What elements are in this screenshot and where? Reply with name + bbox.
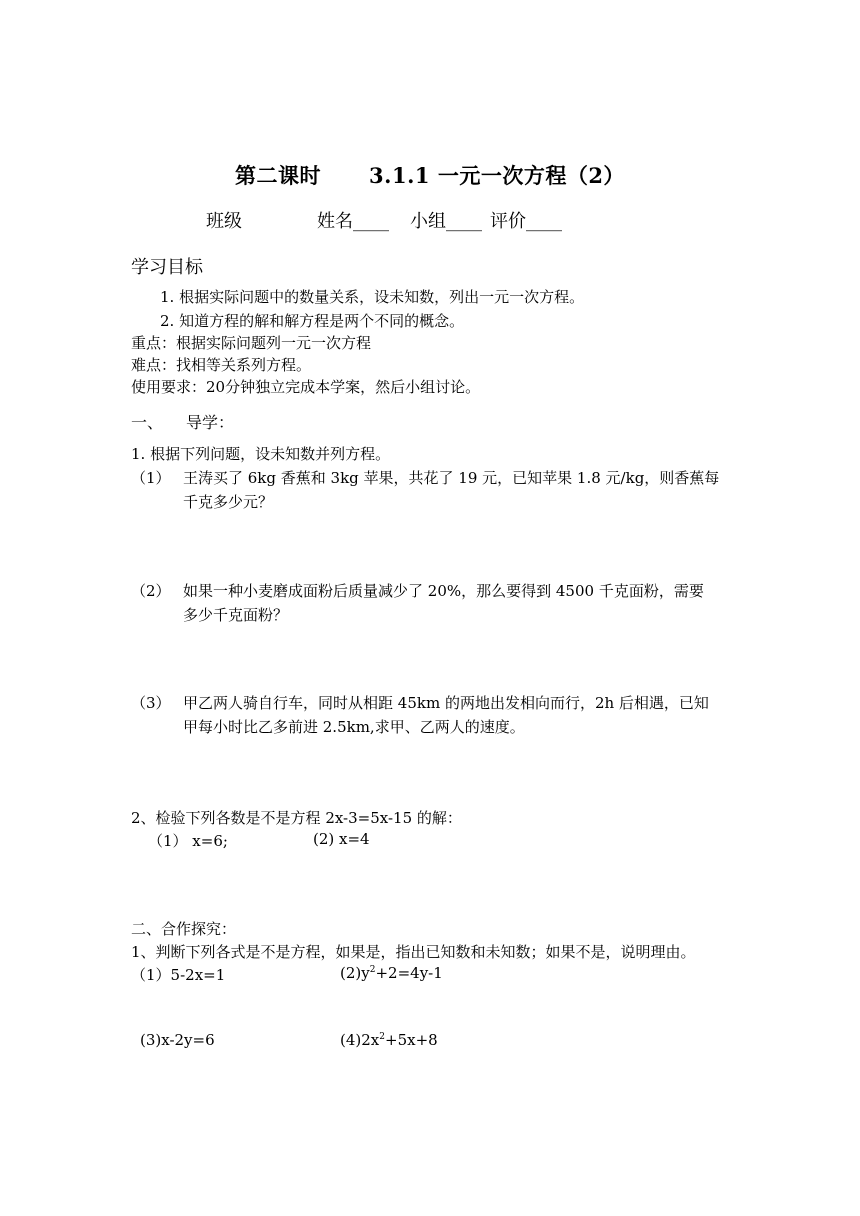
q1-1-number: （1） — [131, 469, 171, 487]
page-title — [0, 160, 860, 190]
usage-requirement: 使用要求：20分钟独立完成本学案，然后小组讨论。 — [131, 378, 481, 396]
objective-item-1: 1. 根据实际问题中的数量关系，设未知数，列出一元一次方程。 — [160, 288, 585, 306]
q2-intro: 2、检验下列各数是不是方程 2x-3=5x-15 的解： — [131, 809, 462, 827]
key-point: 重点：根据实际问题列一元一次方程 — [131, 334, 372, 352]
q1-2-line2: 多少千克面粉？ — [183, 606, 289, 624]
class-label: 班级 — [206, 211, 242, 232]
title-lesson: 第二课时 — [235, 163, 322, 188]
equation-1: （1）5-2x=1 — [131, 966, 226, 984]
title-topic: 3.1.1 一元一次方程（2） — [369, 163, 625, 188]
q1-2-line1: 如果一种小麦磨成面粉后质量减少了 20%，那么要得到 4500 千克面粉，需要 — [183, 582, 704, 600]
q1-3-number: （3） — [131, 694, 171, 712]
difficulty: 难点：找相等关系列方程。 — [131, 356, 312, 374]
q1-3-line2: 甲每小时比乙多前进 2.5km,求甲、乙两人的速度。 — [183, 718, 525, 736]
objectives-heading: 学习目标 — [131, 257, 203, 278]
equation-2: $(2)y^2+2=4y-1$ — [340, 964, 443, 982]
group-label: 小组____ — [410, 211, 482, 232]
equation-3: (3)x-2y=6 — [140, 1031, 215, 1049]
section1-heading: 导学： — [186, 413, 235, 432]
section2-q1-intro: 1、判断下列各式是不是方程，如果是，指出已知数和未知数；如果不是，说明理由。 — [131, 943, 696, 961]
q1-2-number: （2） — [131, 582, 171, 600]
q1-intro: 1. 根据下列问题，设未知数并列方程。 — [131, 445, 391, 463]
objective-item-2: 2. 知道方程的解和解方程是两个不同的概念。 — [160, 312, 465, 330]
section1-number: 一、 — [131, 413, 164, 432]
equation-4: $(4)2x^2+5x+8$ — [340, 1031, 438, 1049]
q1-3-line1: 甲乙两人骑自行车，同时从相距 45km 的两地出发相向而行，2h 后相遇，已知 — [183, 694, 709, 712]
q2-option-2: (2) x=4 — [313, 830, 370, 848]
q1-1-line1: 王涛买了 6kg 香蕉和 3kg 苹果，共花了 19 元，已知苹果 1.8 元/kg，则香蕉每 — [183, 469, 720, 487]
name-label: 姓名____ — [317, 211, 389, 232]
eval-label: 评价____ — [490, 211, 562, 232]
section2-heading: 二、合作探究： — [131, 920, 237, 938]
q1-1-line2: 千克多少元？ — [183, 493, 274, 511]
q2-option-1: （1） x=6; — [148, 832, 228, 850]
